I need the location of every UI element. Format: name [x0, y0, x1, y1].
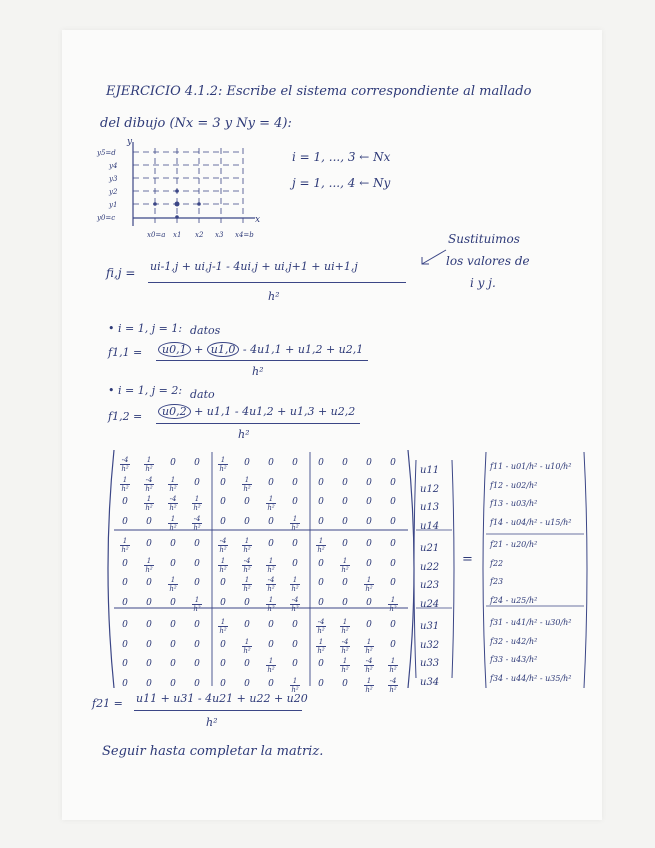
- matrix-entry: 0: [318, 659, 324, 669]
- matrix-entry: 0: [390, 516, 396, 527]
- matrix-entry: 0: [318, 678, 324, 689]
- matrix-entry: 1 h²: [121, 537, 129, 554]
- matrix-entry: 0: [122, 516, 128, 527]
- matrix-entry: 0: [122, 620, 128, 630]
- matrix-entry: 1 h²: [169, 514, 177, 532]
- matrix-entry: 0: [342, 458, 348, 468]
- matrix-entry: 1 h²: [291, 514, 299, 532]
- matrix-entry: 1 h²: [389, 657, 397, 674]
- matrix-entry: 1 h²: [169, 475, 177, 493]
- matrix-entry: 1 h²: [145, 495, 153, 512]
- matrix-entry: 1 h²: [341, 657, 349, 674]
- rhs-entry: f33 - u43/h²: [490, 655, 538, 664]
- matrix-entry: 1 h²: [291, 576, 299, 593]
- x-label-0: x0=a: [147, 231, 166, 239]
- matrix-entry: 1 h²: [267, 495, 275, 512]
- matrix-entry: 0: [390, 639, 396, 650]
- matrix-entry: 0: [268, 516, 274, 527]
- matrix-entry: 0: [318, 558, 324, 569]
- matrix-entry: 1 h²: [219, 618, 227, 635]
- exercise-title-line2: del dibujo (Nx = 3 y Ny = 4):: [100, 116, 292, 131]
- matrix-entry: 0: [366, 516, 372, 527]
- matrix-entry: 0: [146, 578, 152, 588]
- matrix-entry: 1 h²: [365, 676, 373, 694]
- case1-denominator: h²: [252, 365, 264, 378]
- y-axis-label: y: [127, 138, 133, 147]
- matrix-entry: 0: [194, 620, 200, 630]
- matrix-entry: 1 h²: [341, 618, 349, 635]
- matrix-entry: 1 h²: [243, 537, 251, 554]
- rhs-entry: f21 - u20/h²: [490, 540, 538, 549]
- rhs-entry: f34 - u44/h² - u35/h²: [490, 673, 572, 683]
- matrix-entry: 1 h²: [169, 576, 177, 593]
- note-line1: Sustituimos: [448, 232, 520, 246]
- matrix-entry: 0: [220, 678, 226, 689]
- fraction-bar: [148, 282, 406, 283]
- matrix-entry: -4 h²: [169, 495, 177, 512]
- matrix-entry: 0: [146, 678, 152, 689]
- matrix-entry: 0: [146, 659, 152, 669]
- exercise-title-line1: EJERCICIO 4.1.2: Escribe el sistema correspondiente al mallado: [106, 84, 532, 99]
- matrix-entry: -4 h²: [121, 456, 129, 473]
- matrix-entry: 0: [268, 620, 274, 630]
- mesh-diagram: [95, 138, 270, 248]
- case1-condition: • i = 1, j = 1:: [108, 322, 183, 335]
- matrix-entry: 1 h²: [193, 495, 201, 512]
- matrix-entry: 0: [268, 639, 274, 650]
- circled-u10: u1,0: [207, 342, 240, 357]
- matrix-entry: 0: [292, 659, 298, 669]
- matrix-entry: 0: [366, 539, 372, 549]
- matrix-entry: 0: [122, 597, 128, 608]
- matrix-entry: 0: [194, 578, 200, 588]
- case2-numerator: [158, 404, 355, 419]
- matrix-entry: -4 h²: [389, 676, 397, 694]
- matrix-entry: 0: [366, 620, 372, 630]
- matrix-entry: 1 h²: [317, 537, 325, 554]
- matrix-entry: 0: [146, 539, 152, 549]
- rhs-entry: f32 - u42/h²: [490, 636, 538, 646]
- matrix-entry: 0: [170, 539, 176, 549]
- matrix-entry: 0: [170, 597, 176, 608]
- case2-rest: + u1,1 - 4u1,2 + u1,3 + u2,2: [194, 405, 356, 418]
- note-line3: i y j.: [470, 276, 496, 290]
- i-range: i = 1, ..., 3 ← Nx: [292, 150, 391, 164]
- matrix-entry: 1 h²: [341, 556, 349, 574]
- matrix-entry: 1 h²: [145, 556, 153, 574]
- rhs-entry: f22: [490, 558, 504, 568]
- matrix-entry: 0: [220, 639, 226, 650]
- y-label-1: y1: [109, 201, 118, 209]
- matrix-entry: 0: [268, 678, 274, 689]
- f21-numerator: u11 + u31 - 4u21 + u22 + u20: [136, 692, 308, 705]
- matrix-entry: 0: [170, 458, 176, 468]
- matrix-entry: 0: [318, 458, 324, 468]
- matrix-entry: 0: [220, 578, 226, 588]
- matrix-entry: 1 h²: [219, 456, 227, 473]
- matrix-entry: 0: [366, 477, 372, 488]
- f21-denominator: h²: [206, 716, 218, 729]
- matrix-entry: 0: [366, 458, 372, 468]
- rhs-entry: f13 - u03/h²: [490, 499, 538, 508]
- matrix-entry: 0: [318, 497, 324, 507]
- unknown-entry: u31: [420, 621, 440, 632]
- y-label-3: y3: [109, 175, 118, 183]
- matrix-entry: 1 h²: [317, 637, 325, 655]
- matrix-entry: 0: [170, 678, 176, 689]
- case1-label: datos: [190, 324, 221, 337]
- x-label-4: x4=b: [235, 231, 254, 239]
- matrix-entry: 1 h²: [243, 637, 251, 655]
- matrix-entry: 1 h²: [267, 595, 275, 613]
- matrix-entry: 0: [390, 620, 396, 630]
- general-formula-denominator: h²: [268, 290, 280, 303]
- case2-denominator: h²: [238, 428, 250, 441]
- matrix-entry: 0: [292, 620, 298, 630]
- matrix-entry: 0: [146, 639, 152, 650]
- matrix-entry: 0: [146, 597, 152, 608]
- matrix-entry: 0: [342, 597, 348, 608]
- matrix-entry: 0: [342, 497, 348, 507]
- matrix-entry: 0: [194, 659, 200, 669]
- case1-numerator: u0,1 + u1,0 - 4u1,1 + u1,2 + u2,1: [158, 342, 363, 357]
- rhs-entry: f24 - u25/h²: [490, 595, 538, 605]
- matrix-entry: -4 h²: [341, 637, 349, 655]
- matrix-entry: 0: [366, 558, 372, 569]
- matrix-entry: 0: [170, 558, 176, 569]
- matrix-entry: 1 h²: [193, 595, 201, 613]
- general-formula-numerator: ui-1,j + ui,j-1 - 4ui,j + ui,j+1 + ui+1,j: [150, 260, 358, 273]
- matrix-entry: 0: [122, 639, 128, 650]
- unknown-entry: u21: [420, 543, 440, 554]
- matrix-entry: 0: [268, 539, 274, 549]
- matrix-entry: 0: [170, 639, 176, 650]
- matrix-entry: 0: [146, 620, 152, 630]
- general-formula-lhs: fi,j =: [106, 266, 136, 280]
- matrix-entry: 0: [390, 558, 396, 569]
- matrix-entry: 0: [318, 477, 324, 488]
- case2-condition: • i = 1, j = 2:: [108, 384, 183, 397]
- matrix-frame: [100, 448, 590, 698]
- matrix-entry: 0: [220, 659, 226, 669]
- matrix-entry: 0: [122, 558, 128, 569]
- unknown-entry: u23: [420, 580, 440, 591]
- y-label-4: y4: [109, 162, 118, 170]
- equals-sign: =: [462, 552, 473, 567]
- x-axis-label: x: [255, 215, 261, 225]
- matrix-entry: 0: [244, 597, 250, 608]
- matrix-entry: 0: [390, 477, 396, 488]
- matrix-entry: 0: [390, 497, 396, 507]
- matrix-entry: 0: [170, 620, 176, 630]
- matrix-entry: -4 h²: [267, 576, 275, 593]
- y-label-2: y2: [109, 188, 118, 196]
- arrow-icon: [418, 248, 448, 268]
- fraction-bar: [156, 360, 368, 361]
- matrix-entry: 0: [122, 678, 128, 689]
- y-label-0: y0=c: [97, 214, 116, 222]
- matrix-entry: 0: [244, 497, 250, 507]
- circled-u01: u0,1: [158, 342, 191, 357]
- matrix-entry: 0: [244, 659, 250, 669]
- rhs-entry: f31 - u41/h² - u30/h²: [490, 618, 572, 627]
- unknown-entry: u13: [420, 502, 440, 513]
- j-range: j = 1, ..., 4 ← Ny: [292, 176, 391, 190]
- matrix-entry: -4 h²: [219, 537, 227, 554]
- unknown-entry: u11: [420, 465, 440, 476]
- x-label-1: x1: [173, 231, 182, 239]
- matrix-entry: -4 h²: [193, 514, 201, 532]
- matrix-entry: 1 h²: [291, 676, 299, 694]
- matrix-entry: 0: [292, 539, 298, 549]
- matrix-entry: 0: [220, 516, 226, 527]
- matrix-entry: 1 h²: [243, 475, 251, 493]
- matrix-entry: 0: [146, 516, 152, 527]
- matrix-entry: 1 h²: [389, 595, 397, 613]
- matrix-entry: 1 h²: [145, 456, 153, 473]
- matrix-entry: 1 h²: [267, 657, 275, 674]
- footer-instruction: Seguir hasta completar la matriz.: [102, 744, 324, 759]
- matrix-entry: 1 h²: [365, 637, 373, 655]
- matrix-entry: -4 h²: [243, 556, 251, 574]
- matrix-entry: 0: [220, 477, 226, 488]
- x-label-3: x3: [215, 231, 224, 239]
- matrix-entry: 0: [268, 458, 274, 468]
- matrix-entry: 0: [220, 597, 226, 608]
- matrix-entry: 0: [194, 477, 200, 488]
- unknown-entry: u33: [420, 658, 440, 669]
- matrix-entry: 0: [292, 497, 298, 507]
- matrix-entry: 0: [268, 477, 274, 488]
- y-label-5: y5=d: [97, 149, 116, 157]
- matrix-entry: 0: [170, 659, 176, 669]
- matrix-entry: 0: [194, 678, 200, 689]
- matrix-entry: 0: [366, 497, 372, 507]
- matrix-entry: 0: [244, 678, 250, 689]
- matrix-entry: 0: [318, 516, 324, 527]
- matrix-entry: 0: [342, 678, 348, 689]
- matrix-entry: 0: [342, 477, 348, 488]
- matrix-entry: 0: [194, 639, 200, 650]
- f21-lhs: f21 =: [92, 697, 123, 710]
- matrix-entry: -4 h²: [317, 618, 325, 635]
- note-line2: los valores de: [446, 254, 530, 268]
- matrix-entry: 1 h²: [243, 576, 251, 593]
- matrix-entry: 0: [390, 539, 396, 549]
- matrix-entry: 1 h²: [365, 576, 373, 593]
- matrix-entry: 0: [220, 497, 226, 507]
- x-label-2: x2: [195, 231, 204, 239]
- matrix-entry: 0: [194, 458, 200, 468]
- unknown-entry: u22: [420, 561, 440, 573]
- matrix-entry: 0: [122, 578, 128, 588]
- fraction-bar: [134, 710, 302, 711]
- matrix-entry: -4 h²: [145, 475, 153, 493]
- matrix-entry: 0: [292, 458, 298, 468]
- matrix-entry: 1 h²: [121, 475, 129, 493]
- matrix-entry: 0: [122, 659, 128, 669]
- matrix-entry: 1 h²: [219, 556, 227, 574]
- unknown-entry: u14: [420, 520, 440, 532]
- matrix-entry: 0: [244, 620, 250, 630]
- rhs-entry: f11 - u01/h² - u10/h²: [490, 462, 572, 471]
- matrix-entry: -4 h²: [291, 595, 299, 613]
- unknown-entry: u32: [420, 639, 440, 651]
- matrix-entry: 1 h²: [267, 556, 275, 574]
- matrix-entry: 0: [318, 578, 324, 588]
- matrix-entry: 0: [194, 539, 200, 549]
- matrix-entry: -4 h²: [365, 657, 373, 674]
- matrix-entry: 0: [390, 578, 396, 588]
- matrix-entry: 0: [342, 516, 348, 527]
- matrix-entry: 0: [292, 558, 298, 569]
- case1-rest: - 4u1,1 + u1,2 + u2,1: [242, 343, 364, 356]
- matrix-entry: 0: [292, 639, 298, 650]
- matrix-entry: 0: [244, 458, 250, 468]
- matrix-entry: 0: [292, 477, 298, 488]
- rhs-entry: f12 - u02/h²: [490, 480, 538, 490]
- matrix-entry: 0: [194, 558, 200, 569]
- case2-label: dato: [190, 388, 215, 401]
- matrix-entry: 0: [390, 458, 396, 468]
- circled-u02: u0,2: [158, 404, 191, 419]
- matrix-entry: 0: [244, 516, 250, 527]
- matrix-entry: 0: [342, 578, 348, 588]
- fraction-bar: [156, 423, 360, 424]
- case2-lhs: f1,2 =: [108, 410, 143, 423]
- unknown-entry: u24: [420, 598, 440, 610]
- matrix-entry: 0: [342, 539, 348, 549]
- matrix-entry: 0: [366, 597, 372, 608]
- rhs-entry: f14 - u04/h² - u15/h²: [490, 517, 572, 527]
- case1-lhs: f1,1 =: [108, 346, 143, 359]
- unknown-entry: u12: [420, 483, 440, 495]
- unknown-entry: u34: [420, 676, 440, 688]
- rhs-entry: f23: [490, 577, 504, 586]
- matrix-entry: 0: [122, 497, 128, 507]
- matrix-entry: 0: [318, 597, 324, 608]
